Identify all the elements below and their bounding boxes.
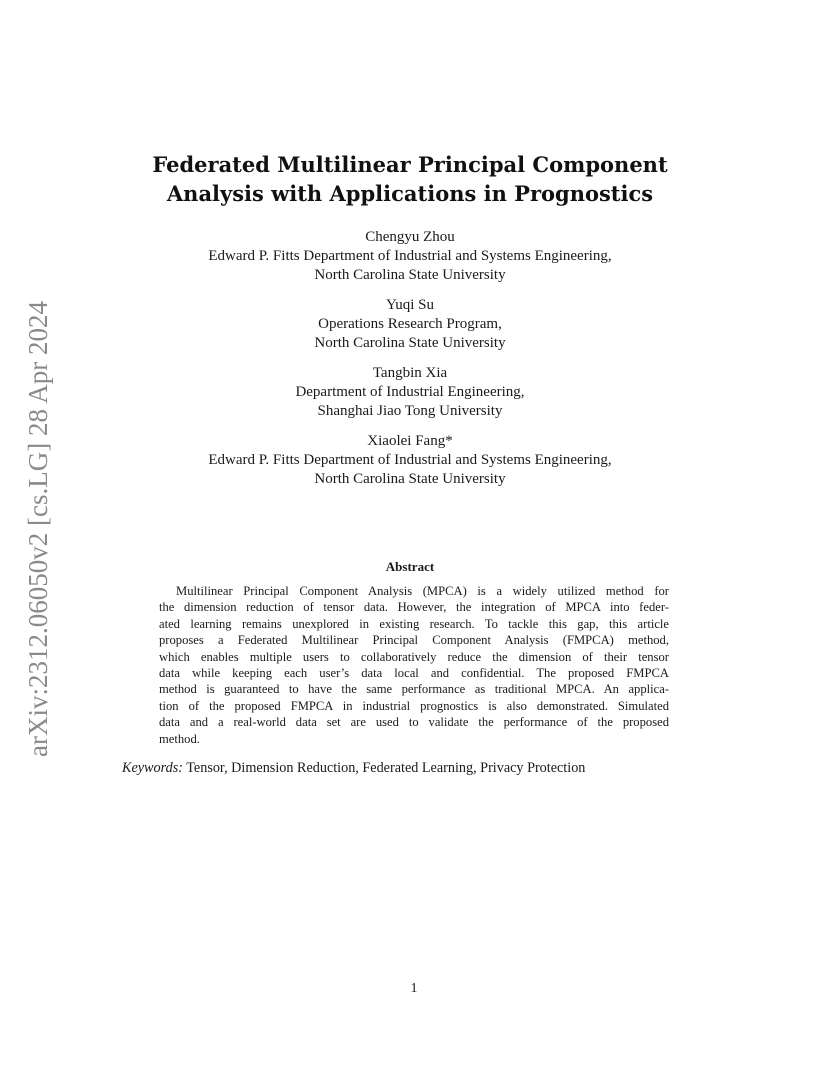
keywords-line — [122, 759, 722, 777]
abstract-line: method. — [159, 731, 200, 746]
author-block — [110, 432, 710, 489]
abstract-line: which enables multiple users to collaboratively reduce the dimension of their tensor — [159, 649, 669, 664]
paper-title-line-2: Analysis with Applications in Prognostics — [166, 181, 654, 206]
author-name: Xiaolei Fang* — [367, 433, 453, 449]
author-affiliation-line: North Carolina State University — [314, 335, 506, 351]
abstract-line: Multilinear Principal Component Analysis (MPCA) is a widely utilized method for — [176, 584, 669, 598]
arxiv-identifier-stamp: arXiv:2312.06050v2 [cs.LG] 28 Apr 2024 — [23, 301, 53, 757]
author-list — [110, 228, 710, 500]
abstract-heading: Abstract — [385, 559, 435, 574]
author-block — [110, 364, 710, 421]
author-name: Tangbin Xia — [372, 365, 448, 381]
abstract-line: method is guaranteed to have the same performance as traditional MPCA. An applica- — [159, 682, 669, 697]
author-affiliation-line: North Carolina State University — [314, 471, 506, 487]
author-affiliation-line: Shanghai Jiao Tong University — [317, 403, 503, 419]
author-affiliation-line: Edward P. Fitts Department of Industrial and Systems Engineering, — [208, 248, 612, 264]
abstract-line: proposes a Federated Multilinear Principal Component Analysis (FMPCA) method, — [159, 633, 669, 648]
keywords-label: Keywords: — [122, 760, 183, 776]
author-affiliation-line: North Carolina State University — [314, 267, 506, 283]
author-name: Yuqi Su — [386, 297, 434, 313]
author-affiliation-line: Operations Research Program, — [318, 316, 502, 332]
abstract-line: data and a real-world data set are used to validate the performance of the proposed — [159, 715, 669, 730]
author-name: Chengyu Zhou — [365, 229, 455, 245]
page-number: 1 — [410, 981, 418, 996]
abstract-line: the dimension reduction of tensor data. However, the integration of MPCA into feder- — [159, 600, 669, 615]
keywords-text: Tensor, Dimension Reduction, Federated Learning, Privacy Protection — [186, 760, 586, 776]
abstract-line: ated learning remains unexplored in existing research. To tackle this gap, this article — [159, 616, 669, 631]
author-block — [110, 228, 710, 285]
paper-title-line-1: Federated Multilinear Principal Component — [152, 152, 668, 177]
abstract-line: data while keeping each user’s data local and confidential. The proposed FMPCA — [159, 666, 669, 681]
abstract-body — [159, 583, 669, 747]
author-block — [110, 296, 710, 353]
author-affiliation-line: Edward P. Fitts Department of Industrial and Systems Engineering, — [208, 452, 612, 468]
paper-title — [100, 150, 720, 208]
author-affiliation-line: Department of Industrial Engineering, — [295, 384, 525, 400]
abstract-line: tion of the proposed FMPCA in industrial prognostics is also demonstrated. Simulated — [159, 698, 669, 713]
